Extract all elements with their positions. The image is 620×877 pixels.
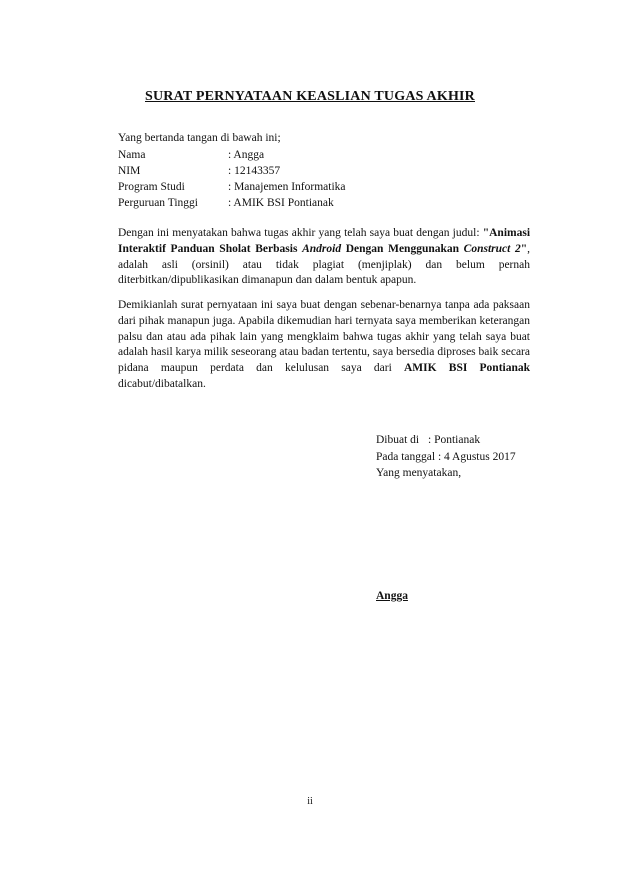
identity-label: Perguruan Tinggi bbox=[118, 197, 198, 209]
identity-label: NIM bbox=[118, 165, 141, 177]
identity-value: : Manajemen Informatika bbox=[228, 181, 346, 193]
identity-value: : AMIK BSI Pontianak bbox=[228, 197, 334, 209]
place-value: : Pontianak bbox=[428, 434, 481, 446]
identity-value: : 12143357 bbox=[228, 165, 281, 177]
thesis-title-part: "Animasi Interaktif Panduan Sholat Berbasis bbox=[118, 227, 531, 255]
institution-name: AMIK BSI Pontianak bbox=[403, 362, 531, 375]
identity-row-name bbox=[118, 147, 346, 163]
identity-row-nim bbox=[118, 163, 346, 179]
thesis-title-quote: " bbox=[520, 242, 528, 255]
closing-text: Demikianlah surat pernyataan ini saya buat dengan sebenar-benarnya tanpa ada paksaan dari pihak manapun juga. Apabila dikemudian hari ternyata saya memberikan keterangan palsu dan atau ada pihak lain yang mengklaim bahwa tugas akhir yang telah saya buat adalah hasil karya milik seseorang atau badan tertentu, saya bersedia diproses baik secara pidana maupun perdata dan kelulusan saya dari bbox=[118, 299, 530, 375]
closing-paragraph bbox=[118, 298, 530, 393]
statement-line: Yang menyatakan, bbox=[376, 467, 462, 479]
identity-row-program bbox=[118, 179, 346, 195]
document-title: SURAT PERNYATAAN KEASLIAN TUGAS AKHIR bbox=[145, 89, 475, 104]
identity-row-institution bbox=[118, 195, 346, 211]
closing-end: dicabut/dibatalkan. bbox=[118, 377, 206, 390]
thesis-title-italic: Construct 2 bbox=[463, 242, 521, 255]
signer-name: Angga bbox=[376, 590, 408, 602]
declaration-rest: , adalah asli (orsinil) atau tidak plagiat (menjiplak) dan belum pernah diterbitkan/dipublikasikan dimanapun dan dalam bentuk apapun. bbox=[118, 242, 530, 287]
identity-label: Nama bbox=[118, 149, 146, 161]
place-line bbox=[376, 432, 516, 449]
page-number: ii bbox=[307, 796, 313, 807]
date-line: Pada tanggal : 4 Agustus 2017 bbox=[376, 450, 516, 463]
signature-block bbox=[376, 432, 516, 482]
place-label: Dibuat di bbox=[376, 434, 420, 446]
intro-line: Yang bertanda tangan di bawah ini; bbox=[118, 132, 281, 144]
declaration-paragraph bbox=[118, 226, 530, 289]
identity-value: : Angga bbox=[228, 149, 265, 161]
identity-label: Program Studi bbox=[118, 181, 185, 193]
identity-block bbox=[118, 147, 346, 211]
thesis-title-part: Dengan Menggunakan bbox=[341, 242, 464, 255]
declaration-lead: Dengan ini menyatakan bahwa tugas akhir yang telah saya buat dengan judul: bbox=[118, 227, 480, 239]
thesis-title-italic: Android bbox=[302, 242, 342, 255]
